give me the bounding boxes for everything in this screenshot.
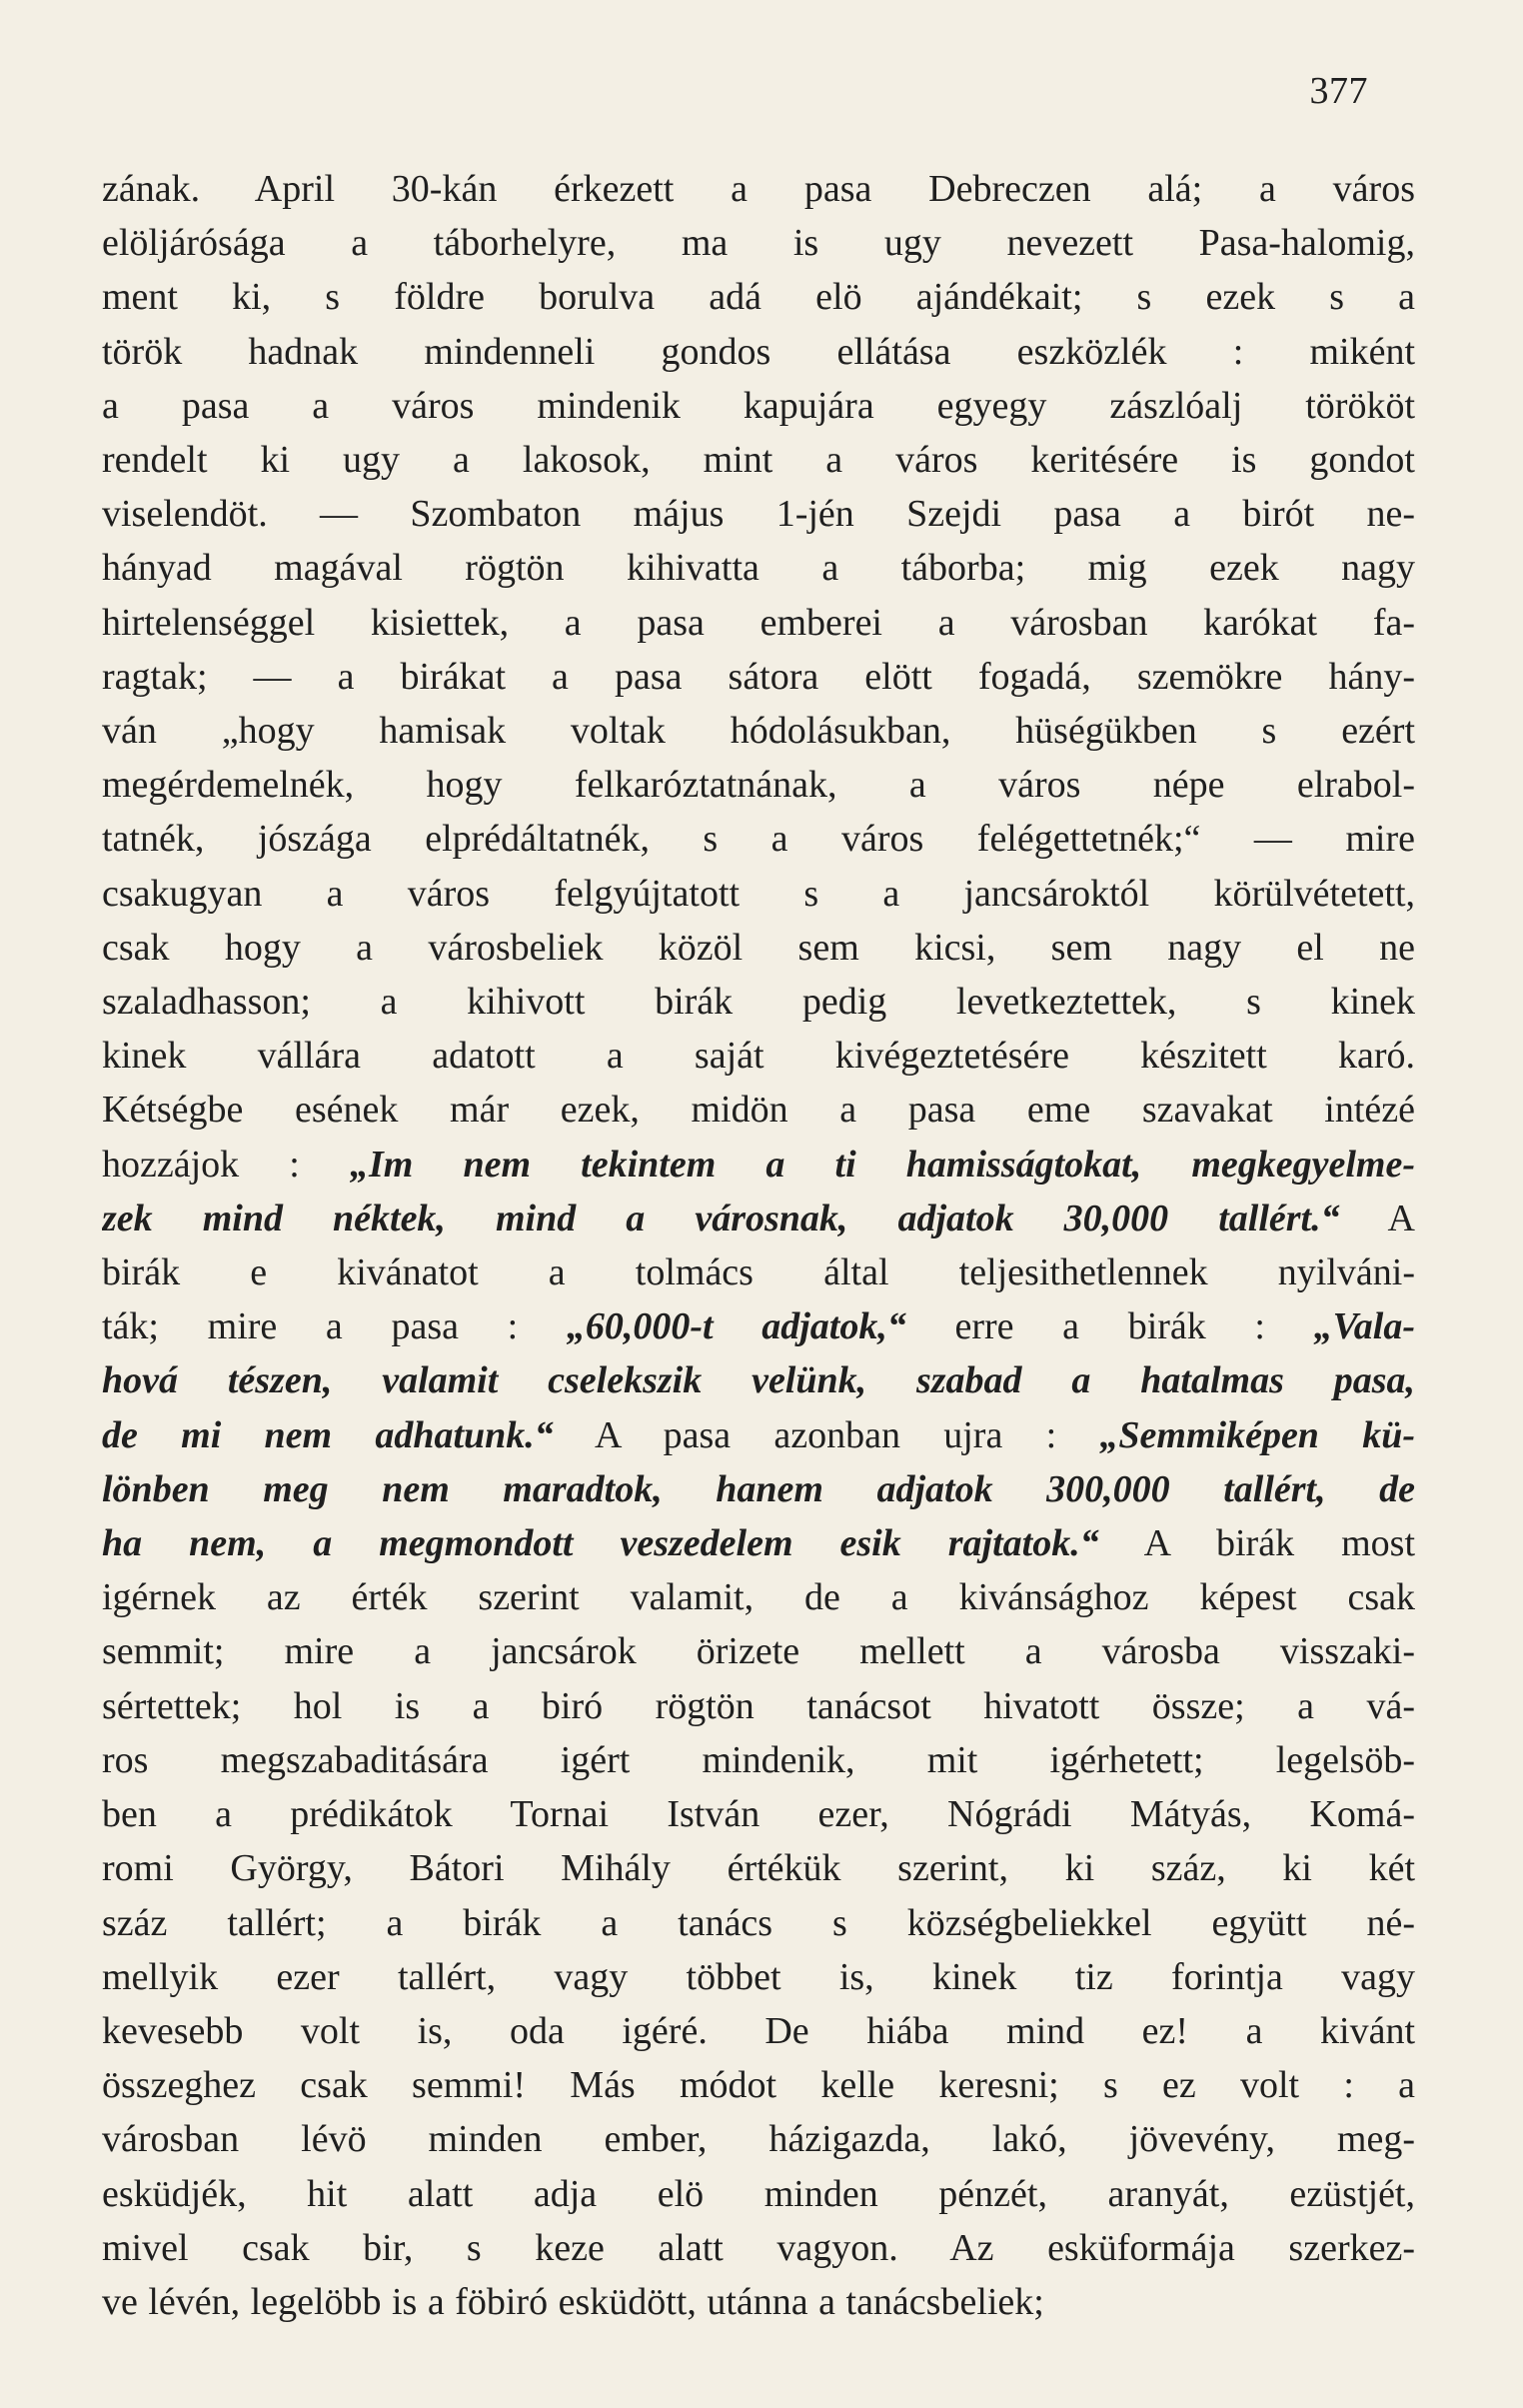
text-line	[102, 758, 1415, 812]
text-line	[102, 1408, 1415, 1462]
text-segment: hányad magával rögtön kihivatta a táborba; mig ezek nagy	[102, 547, 1415, 590]
text-line	[102, 596, 1415, 650]
italic-text-segment: hová tészen, valamit cselekszik velünk, szabad a hatalmas pasa,	[102, 1359, 1415, 1402]
text-segment: ták; mire a pasa :	[102, 1305, 567, 1348]
text-line	[102, 1896, 1415, 1950]
text-segment: ragtak; — a birákat a pasa sátora elött fogadá, szemökre hány-	[102, 655, 1415, 698]
italic-text-segment: „60,000-t adjatok,“	[566, 1305, 906, 1348]
text-line	[102, 162, 1415, 216]
text-segment: ván „hogy hamisak voltak hódolásukban, hüségükben s ezért	[102, 710, 1415, 753]
text-segment: semmit; mire a jancsárok örizete mellett a városba visszaki-	[102, 1630, 1415, 1673]
text-line	[102, 2275, 1415, 2329]
text-segment: romi György, Bátori Mihály értékük szerint, ki száz, ki két	[102, 1847, 1415, 1890]
text-line	[102, 1570, 1415, 1624]
text-segment: elöljárósága a táborhelyre, ma is ugy nevezett Pasa-halomig,	[102, 222, 1415, 265]
page-number: 377	[1309, 70, 1368, 112]
text-segment: zának. April 30-kán érkezett a pasa Debreczen alá; a város	[102, 168, 1415, 210]
text-segment: csak hogy a városbeliek közöl sem kicsi, sem nagy el ne	[102, 926, 1415, 969]
text-line	[102, 2221, 1415, 2275]
italic-text-segment: ha nem, a megmondott veszedelem esik rajtatok.“	[102, 1522, 1099, 1565]
text-line	[102, 650, 1415, 704]
text-line	[102, 2058, 1415, 2112]
text-line	[102, 1083, 1415, 1137]
text-line	[102, 1841, 1415, 1895]
text-segment: mivel csak bir, s keze alatt vagyon. Az esküformája szerkez-	[102, 2226, 1415, 2269]
text-line	[102, 1245, 1415, 1299]
text-segment: mellyik ezer tallért, vagy többet is, kinek tiz forintja vagy	[102, 1955, 1415, 1998]
text-line	[102, 867, 1415, 921]
text-line	[102, 1192, 1415, 1245]
text-segment: hirtelenséggel kisiettek, a pasa emberei a városban karókat fa-	[102, 601, 1415, 644]
text-line	[102, 1733, 1415, 1787]
text-segment: hozzájok :	[102, 1143, 350, 1186]
text-line	[102, 1138, 1415, 1192]
italic-text-segment: de mi nem adhatunk.“	[102, 1413, 554, 1456]
text-line	[102, 704, 1415, 758]
text-segment: török hadnak mindenneli gondos ellátása eszközlék : miként	[102, 330, 1415, 373]
text-segment: ment ki, s földre borulva adá elö ajándékait; s ezek s a	[102, 276, 1415, 319]
text-segment: erre a birák :	[905, 1305, 1314, 1348]
text-line	[102, 541, 1415, 595]
text-line	[102, 1353, 1415, 1407]
text-segment: összeghez csak semmi! Más módot kelle keresni; s ez volt : a	[102, 2064, 1415, 2107]
text-line	[102, 1462, 1415, 1516]
text-line	[102, 216, 1415, 270]
text-line	[102, 975, 1415, 1029]
text-line	[102, 270, 1415, 324]
text-segment: kevesebb volt is, oda igéré. De hiába mind ez! a kivánt	[102, 2009, 1415, 2052]
italic-text-segment: lönben meg nem maradtok, hanem adjatok 300,000 tallért, de	[102, 1467, 1415, 1510]
text-segment: ben a prédikátok Tornai István ezer, Nógrádi Mátyás, Komá-	[102, 1793, 1415, 1836]
text-segment: igérnek az érték szerint valamit, de a kivánsághoz képest csak	[102, 1576, 1415, 1619]
text-segment: a pasa a város mindenik kapujára egyegy zászlóalj törököt	[102, 384, 1415, 427]
text-line	[102, 487, 1415, 541]
text-segment: A pasa azonban ujra :	[553, 1413, 1100, 1456]
main-text-block	[102, 162, 1415, 2329]
text-line	[102, 1679, 1415, 1733]
text-segment: száz tallért; a birák a tanács s községbeliekkel együtt né-	[102, 1901, 1415, 1944]
text-line	[102, 2004, 1415, 2058]
text-segment: rendelt ki ugy a lakosok, mint a város keritésére is gondot	[102, 439, 1415, 482]
text-line	[102, 1624, 1415, 1678]
text-segment: kinek vállára adatott a saját kivégeztetésére készitett karó.	[102, 1035, 1415, 1078]
text-line	[102, 812, 1415, 866]
text-line	[102, 433, 1415, 487]
text-segment: sértettek; hol is a biró rögtön tanácsot hivatott össze; a vá-	[102, 1684, 1415, 1727]
text-segment: Kétségbe esének már ezek, midön a pasa eme szavakat intézé	[102, 1089, 1415, 1132]
text-segment: viselendöt. — Szombaton május 1-jén Szejdi pasa a birót ne-	[102, 493, 1415, 536]
italic-text-segment: zek mind néktek, mind a városnak, adjatok 30,000 tallért.“	[102, 1197, 1340, 1239]
text-segment: városban lévö minden ember, házigazda, lakó, jövevény, meg-	[102, 2118, 1415, 2161]
italic-text-segment: „Im nem tekintem a ti hamisságtokat, megkegyelme-	[349, 1143, 1415, 1186]
text-line	[102, 379, 1415, 433]
text-segment: birák e kivánatot a tolmács által teljesithetlennek nyilváni-	[102, 1251, 1415, 1294]
text-line	[102, 921, 1415, 975]
text-segment: szaladhasson; a kihivott birák pedig levetkeztettek, s kinek	[102, 981, 1415, 1024]
text-line	[102, 1029, 1415, 1083]
text-segment: tatnék, jószága elprédáltatnék, s a város felégettetnék;“ — mire	[102, 818, 1415, 861]
text-line	[102, 1950, 1415, 2004]
text-line	[102, 2112, 1415, 2166]
text-segment: csakugyan a város felgyújtatott s a jancsároktól körülvétetett,	[102, 872, 1415, 915]
text-line	[102, 325, 1415, 379]
text-segment: ros megszabaditására igért mindenik, mit igérhetett; legelsöb-	[102, 1738, 1415, 1781]
text-line	[102, 1299, 1415, 1353]
text-segment: esküdjék, hit alatt adja elö minden pénzét, aranyát, ezüstjét,	[102, 2172, 1415, 2215]
text-segment: ve lévén, legelöbb is a föbiró esküdött, utánna a tanácsbeliek;	[102, 2280, 1044, 2323]
text-line	[102, 2167, 1415, 2221]
italic-text-segment: „Vala-	[1313, 1305, 1415, 1348]
text-segment: megérdemelnék, hogy felkaróztatnának, a város népe elrabol-	[102, 764, 1415, 807]
text-line	[102, 1516, 1415, 1570]
text-line	[102, 1787, 1415, 1841]
text-segment: A birák most	[1098, 1522, 1415, 1565]
text-segment: A	[1339, 1197, 1415, 1239]
italic-text-segment: „Semmiképen kü-	[1099, 1413, 1415, 1456]
